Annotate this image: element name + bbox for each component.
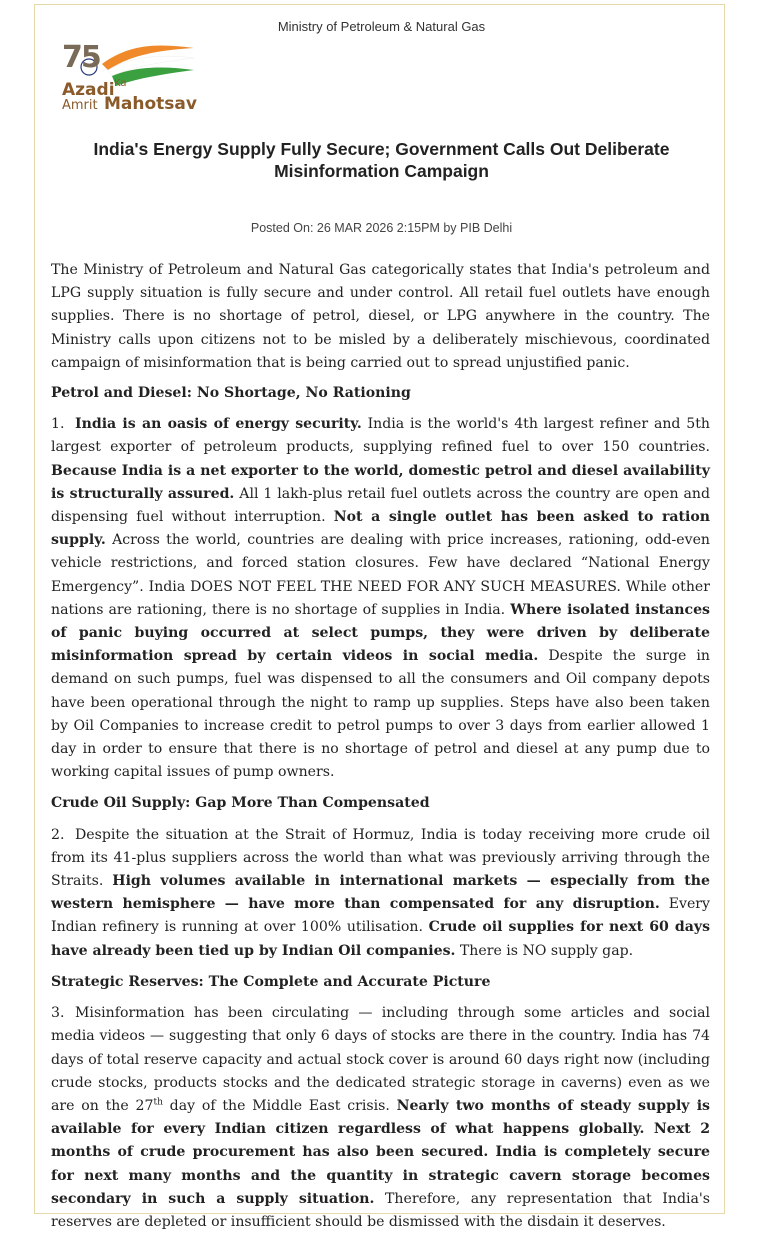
bold-text: Crude oil supplies for next 60 days have already been tied up by Indian Oil companies. [51, 919, 711, 959]
body-text: th [153, 1097, 163, 1108]
paragraph-number: 3. [51, 1005, 65, 1022]
body-text: Therefore, any representation that India's reserves are depleted or insufficient should be dismissed with the disdain it deserves. [51, 1190, 710, 1230]
logo-number: 75 [62, 40, 100, 75]
bold-text: Not a single outlet has been asked to ration supply. [51, 509, 711, 549]
body-text: Despite the surge in demand on such pumps, fuel was dispensed to all the consumers and Oil company depots have been operational through the night to ramp up supplies. Steps have also been taken by Oil Companies to increase credit to petrol pumps to over 3 days from earlier allowed 1 day in order to ensure that there is no shortage of petrol and diesel at any pump due to working capital issues of pump owners. [51, 648, 710, 781]
section-paragraph [51, 413, 710, 784]
bold-text: Where isolated instances of panic buying occurred at select pumps, they were driven by deliberate misinformation spread by certain videos in social media. [51, 601, 710, 665]
azadi-ka-amrit-mahotsav-logo [62, 40, 202, 118]
bold-text: India is an oasis of energy security. [75, 416, 362, 433]
logo-word-mahotsav: Mahotsav [104, 94, 197, 114]
body-text: India is the world's 4th largest refiner and 5th largest exporter of petroleum products, supplying refined fuel to over 150 countries. [51, 416, 710, 456]
intro-paragraph: The Ministry of Petroleum and Natural Gas categorically states that India's petroleum and LPG supply situation is fully secure and under control. All retail fuel outlets have enough supplies. There is no shortage of petrol, diesel, or LPG anywhere in the country. The Ministry calls upon citizens not to be misled by a deliberately mischievous, coordinated campaign of misinformation that is being carried out to spread unjustified panic. [51, 262, 710, 371]
posted-date: Posted On: 26 MAR 2026 2:15PM by PIB Delhi [250, 221, 513, 235]
body-text: Across the world, countries are dealing with price increases, rationing, odd-even vehicle restrictions, and forced station closures. Few have declared “National Energy Emergency”. India DOES NOT FEEL THE NEED FOR ANY SUCH MEASURES. While other nations are rationing, there is no shortage of supplies in India. [51, 532, 710, 618]
article-title: India's Energy Supply Fully Secure; Government Calls Out Deliberate Misinformation Campaign [93, 139, 670, 181]
body-text: Every Indian refinery is running at over 100% utilisation. [51, 896, 710, 936]
body-text: All 1 lakh-plus retail fuel outlets across the country are open and dispensing fuel without interruption. [51, 485, 710, 526]
logo-word-ka: Ka [114, 78, 127, 89]
bold-text: Nearly two months of steady supply is available for every Indian citizen regardless of what happens globally. Next 2 months of crude procurement has also been secured. India is completely secure for next many months and the quantity in strategic cavern storage becomes secondary in such a supply situation. [51, 1097, 710, 1207]
article-sections [51, 382, 710, 1234]
body-text: day of the Middle East crisis. [162, 1097, 397, 1114]
section-heading: Petrol and Diesel: No Shortage, No Rationing [51, 385, 411, 402]
paragraph-number: 1. [51, 416, 65, 433]
logo-word-amrit: Amrit [62, 98, 98, 113]
section-heading: Strategic Reserves: The Complete and Accurate Picture [51, 973, 491, 990]
paragraph-number: 2. [51, 826, 65, 843]
section-paragraph [51, 824, 710, 963]
logo-word-azadi: Azadi [62, 80, 115, 100]
body-text: Despite the situation at the Strait of Hormuz, India is today receiving more crude oil from its 41-plus suppliers across the world than what was previously arriving through the Straits. [51, 826, 710, 890]
ministry-name: Ministry of Petroleum & Natural Gas [277, 19, 486, 34]
bold-text: High volumes available in international markets — especially from the western hemisphere — have more than compensated for any disruption. [51, 873, 710, 913]
bold-text: Because India is a net exporter to the world, domestic petrol and diesel availability is structurally assured. [51, 462, 710, 502]
body-text: There is NO supply gap. [455, 942, 634, 959]
section-paragraph [51, 1002, 710, 1234]
body-text: Misinformation has been circulating — including through some articles and social media videos — suggesting that only 6 days of stocks are there in the country. India has 74 days of total reserve capacity and actual stock cover is around 60 days right now (including crude stocks, products stocks and the dedicated strategic storage in caverns) even as we are on the 27 [51, 1005, 710, 1114]
article-body [51, 259, 710, 1242]
section-heading: Crude Oil Supply: Gap More Than Compensated [51, 795, 430, 812]
